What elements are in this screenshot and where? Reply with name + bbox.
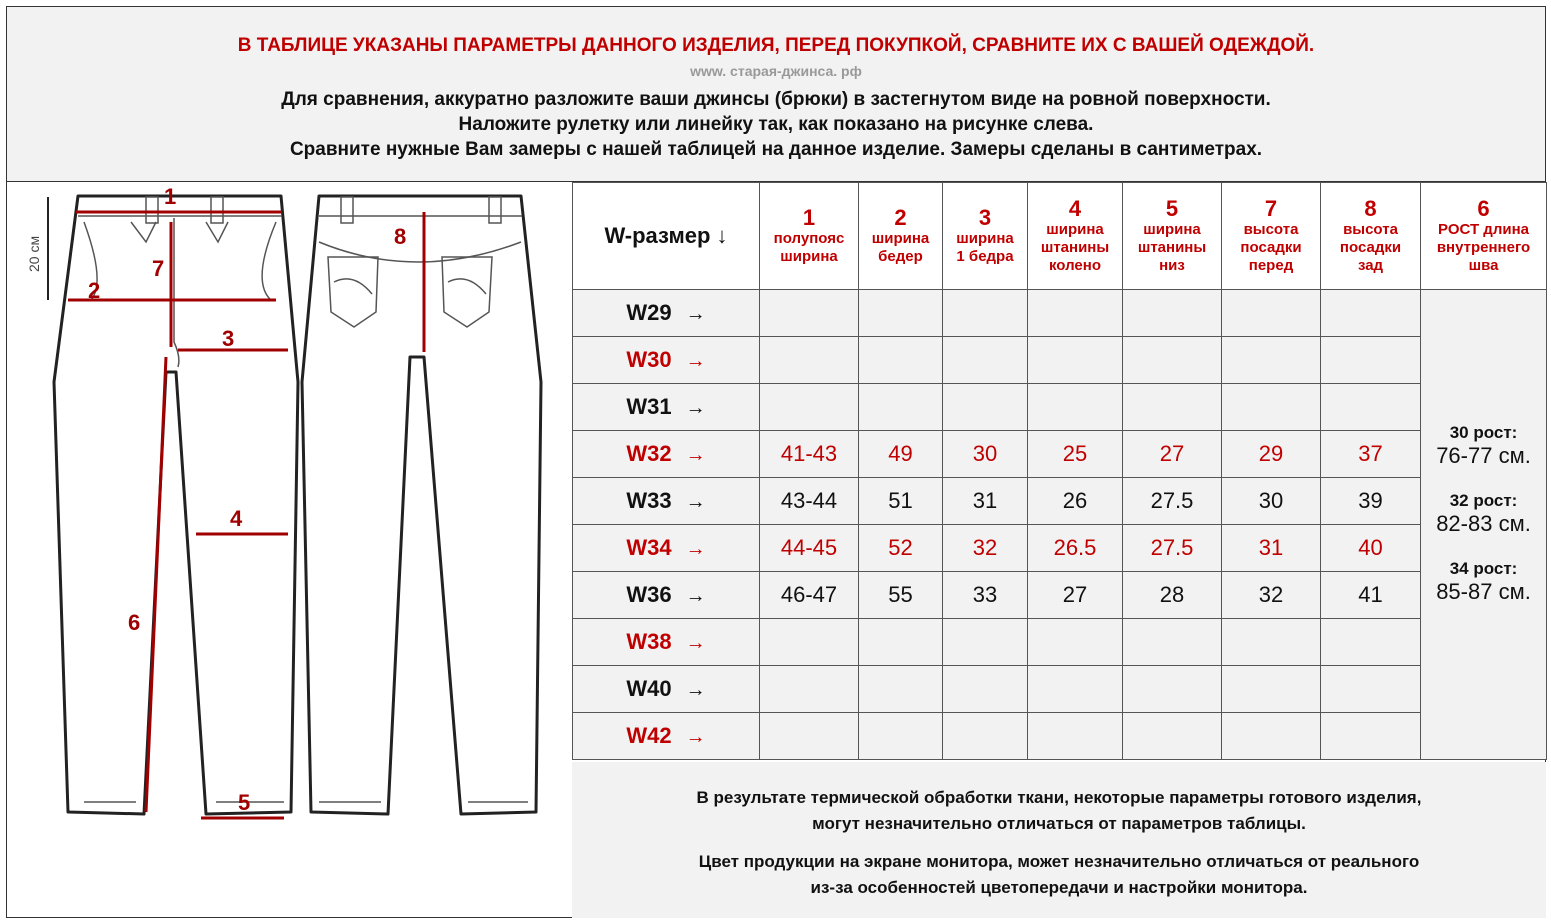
value-cell	[1123, 619, 1222, 666]
marker-3: 3	[222, 326, 235, 351]
size-cell	[573, 431, 760, 478]
value-cell	[1028, 337, 1123, 384]
disclaimer-p2-line2: из-за особенностей цветопередачи и настройки монитора.	[810, 878, 1308, 897]
value-cell	[1028, 290, 1123, 337]
value-cell	[1028, 713, 1123, 760]
marker-2: 2	[88, 278, 101, 303]
value-cell	[1321, 290, 1421, 337]
table-row	[573, 337, 1547, 384]
value-cell	[1123, 290, 1222, 337]
value-cell	[1222, 337, 1321, 384]
value-cell	[1222, 619, 1321, 666]
column-caption: 1 бедра	[956, 248, 1014, 265]
header-panel	[6, 6, 1546, 182]
table-header-row	[573, 183, 1547, 290]
column-header-5	[1123, 183, 1222, 290]
column-number: 8	[1364, 196, 1377, 221]
column-caption: ширина	[1143, 221, 1201, 238]
value-cell: 32	[1222, 572, 1321, 619]
value-cell	[1222, 290, 1321, 337]
value-cell: 27.5	[1123, 478, 1222, 525]
value-cell	[760, 290, 859, 337]
marker-20cm-label: 20 см	[26, 235, 42, 272]
size-cell	[573, 666, 760, 713]
value-cell	[943, 619, 1028, 666]
value-cell	[1123, 713, 1222, 760]
value-cell: 41	[1321, 572, 1421, 619]
arrow-right-icon: →	[685, 538, 706, 560]
arrow-right-icon: →	[685, 679, 706, 701]
marker-8: 8	[394, 224, 407, 249]
size-cell	[573, 572, 760, 619]
column-number: 7	[1264, 196, 1278, 221]
column-caption: РОСТ длина	[1438, 221, 1529, 238]
value-cell	[1321, 619, 1421, 666]
growth-label: 34 рост:	[1449, 558, 1518, 578]
column-caption: шва	[1468, 257, 1499, 274]
value-cell	[859, 290, 943, 337]
column-caption: перед	[1248, 257, 1294, 274]
value-cell	[943, 290, 1028, 337]
value-cell: 44-45	[760, 525, 859, 572]
marker-5: 5	[238, 790, 251, 815]
column-caption: колено	[1049, 257, 1101, 274]
disclaimer-p1-line2: могут незначительно отличаться от параметров таблицы.	[812, 814, 1306, 833]
value-cell	[943, 384, 1028, 431]
value-cell: 30	[943, 431, 1028, 478]
arrow-right-icon: →	[685, 303, 706, 325]
size-label: W32	[626, 441, 672, 466]
table-row	[573, 525, 1547, 572]
value-cell: 43-44	[760, 478, 859, 525]
instruction-line-2: Наложите рулетку или линейку так, как показано на рисунке слева.	[458, 114, 1094, 135]
value-cell	[1123, 337, 1222, 384]
value-cell: 25	[1028, 431, 1123, 478]
marker-6: 6	[128, 610, 141, 635]
value-cell	[859, 713, 943, 760]
table-row	[573, 619, 1547, 666]
value-cell: 46-47	[760, 572, 859, 619]
value-cell	[1028, 619, 1123, 666]
size-cell	[573, 337, 760, 384]
column-caption: штанины	[1137, 239, 1207, 256]
arrow-right-icon: →	[685, 632, 706, 654]
column-header-8	[1321, 183, 1421, 290]
column-caption: штанины	[1040, 239, 1110, 256]
marker-4: 4	[230, 506, 243, 531]
marker-1: 1	[164, 184, 177, 209]
arrow-right-icon: →	[685, 397, 706, 419]
value-cell	[760, 713, 859, 760]
value-cell: 49	[859, 431, 943, 478]
back-pants-outline	[302, 196, 541, 814]
value-cell: 31	[943, 478, 1028, 525]
value-cell: 32	[943, 525, 1028, 572]
value-cell: 51	[859, 478, 943, 525]
size-label: W30	[626, 347, 672, 372]
value-cell	[859, 337, 943, 384]
size-label: W38	[626, 629, 672, 654]
header-title: В ТАБЛИЦЕ УКАЗАНЫ ПАРАМЕТРЫ ДАННОГО ИЗДЕЛИЯ, ПЕРЕД ПОКУПКОЙ, СРАВНИТЕ ИХ С ВАШЕЙ ОДЕЖДОЙ.	[237, 35, 1315, 56]
size-label: W42	[626, 723, 672, 748]
column-header-7	[1222, 183, 1321, 290]
table-row	[573, 478, 1547, 525]
table-row	[573, 666, 1547, 713]
column-caption: ширина	[780, 248, 838, 265]
column-number: 4	[1068, 196, 1082, 221]
value-cell	[1028, 666, 1123, 713]
size-cell	[573, 525, 760, 572]
value-cell	[760, 619, 859, 666]
value-cell: 27	[1123, 431, 1222, 478]
value-cell	[1321, 666, 1421, 713]
value-cell	[1123, 384, 1222, 431]
size-table	[572, 182, 1547, 760]
value-cell	[1028, 384, 1123, 431]
value-cell: 33	[943, 572, 1028, 619]
size-label: W34	[626, 535, 672, 560]
instruction-line-3: Сравните нужные Вам замеры с нашей таблицей на данное изделие. Замеры сделаны в сантиметрах.	[289, 139, 1263, 160]
disclaimer-p2-line1: Цвет продукции на экране монитора, может незначительно отличаться от реального	[698, 852, 1420, 871]
growth-value: 85-87 см.	[1436, 578, 1531, 604]
column-caption: полупояс	[773, 230, 845, 247]
size-cell	[573, 713, 760, 760]
column-number: 6	[1477, 196, 1490, 221]
column-caption: ширина	[871, 230, 930, 247]
value-cell: 40	[1321, 525, 1421, 572]
value-cell	[1321, 713, 1421, 760]
value-cell	[1123, 666, 1222, 713]
column-caption: бедер	[878, 248, 923, 265]
site-url: www. старая-джинса. рф	[690, 63, 862, 79]
value-cell	[760, 337, 859, 384]
size-label: W33	[626, 488, 672, 513]
arrow-right-icon: →	[685, 350, 706, 372]
value-cell	[859, 619, 943, 666]
value-cell: 39	[1321, 478, 1421, 525]
growth-label: 32 рост:	[1449, 490, 1518, 510]
value-cell: 55	[859, 572, 943, 619]
arrow-right-icon: →	[685, 726, 706, 748]
column-header-1	[760, 183, 859, 290]
value-cell	[943, 666, 1028, 713]
column-caption: низ	[1159, 257, 1185, 274]
size-label: W36	[626, 582, 672, 607]
value-cell: 27	[1028, 572, 1123, 619]
value-cell	[760, 384, 859, 431]
value-cell: 29	[1222, 431, 1321, 478]
table-row	[573, 384, 1547, 431]
size-label: W29	[626, 300, 672, 325]
growth-cell	[1421, 290, 1547, 760]
value-cell: 41-43	[760, 431, 859, 478]
marker-7: 7	[152, 256, 165, 281]
column-caption: внутреннего	[1436, 239, 1531, 256]
value-cell	[1222, 666, 1321, 713]
jeans-measurement-diagram	[6, 182, 572, 918]
value-cell: 30	[1222, 478, 1321, 525]
value-cell: 28	[1123, 572, 1222, 619]
column-header-6	[1421, 183, 1547, 290]
size-cell	[573, 384, 760, 431]
value-cell: 37	[1321, 431, 1421, 478]
column-number: 1	[802, 205, 816, 230]
value-cell: 31	[1222, 525, 1321, 572]
column-number: 5	[1165, 196, 1179, 221]
column-header-3	[943, 183, 1028, 290]
table-row	[573, 572, 1547, 619]
disclaimer-panel	[572, 762, 1546, 918]
table-row	[573, 713, 1547, 760]
column-caption: зад	[1357, 257, 1384, 274]
value-cell: 52	[859, 525, 943, 572]
growth-value: 76-77 см.	[1436, 442, 1531, 468]
arrow-right-icon: →	[685, 585, 706, 607]
size-column-header: W-размер ↓	[573, 183, 760, 290]
column-caption: посадки	[1339, 239, 1402, 256]
size-cell	[573, 619, 760, 666]
arrow-right-icon: →	[685, 444, 706, 466]
value-cell	[859, 666, 943, 713]
table-row	[573, 431, 1547, 478]
growth-label: 30 рост:	[1449, 422, 1518, 442]
value-cell	[1222, 384, 1321, 431]
value-cell: 27.5	[1123, 525, 1222, 572]
size-label: W40	[626, 676, 672, 701]
instruction-line-1: Для сравнения, аккуратно разложите ваши джинсы (брюки) в застегнутом виде на ровной поверхности.	[281, 89, 1271, 110]
size-cell	[573, 290, 760, 337]
disclaimer-p1-line1: В результате термической обработки ткани, некоторые параметры готового изделия,	[696, 788, 1422, 807]
value-cell: 26.5	[1028, 525, 1123, 572]
value-cell	[1222, 713, 1321, 760]
column-header-4	[1028, 183, 1123, 290]
size-label: W31	[626, 394, 672, 419]
table-row	[573, 290, 1547, 337]
column-caption: ширина	[1046, 221, 1104, 238]
value-cell	[859, 384, 943, 431]
column-caption: посадки	[1240, 239, 1302, 256]
column-caption: ширина	[956, 230, 1014, 247]
arrow-right-icon: →	[685, 491, 706, 513]
value-cell	[1321, 384, 1421, 431]
value-cell	[760, 666, 859, 713]
value-cell: 26	[1028, 478, 1123, 525]
value-cell	[1321, 337, 1421, 384]
column-header-2	[859, 183, 943, 290]
column-caption: высота	[1243, 221, 1299, 238]
column-number: 3	[978, 205, 992, 230]
value-cell	[943, 713, 1028, 760]
column-number: 2	[894, 205, 907, 230]
column-caption: высота	[1343, 221, 1398, 238]
growth-value: 82-83 см.	[1436, 510, 1531, 536]
value-cell	[943, 337, 1028, 384]
size-cell	[573, 478, 760, 525]
